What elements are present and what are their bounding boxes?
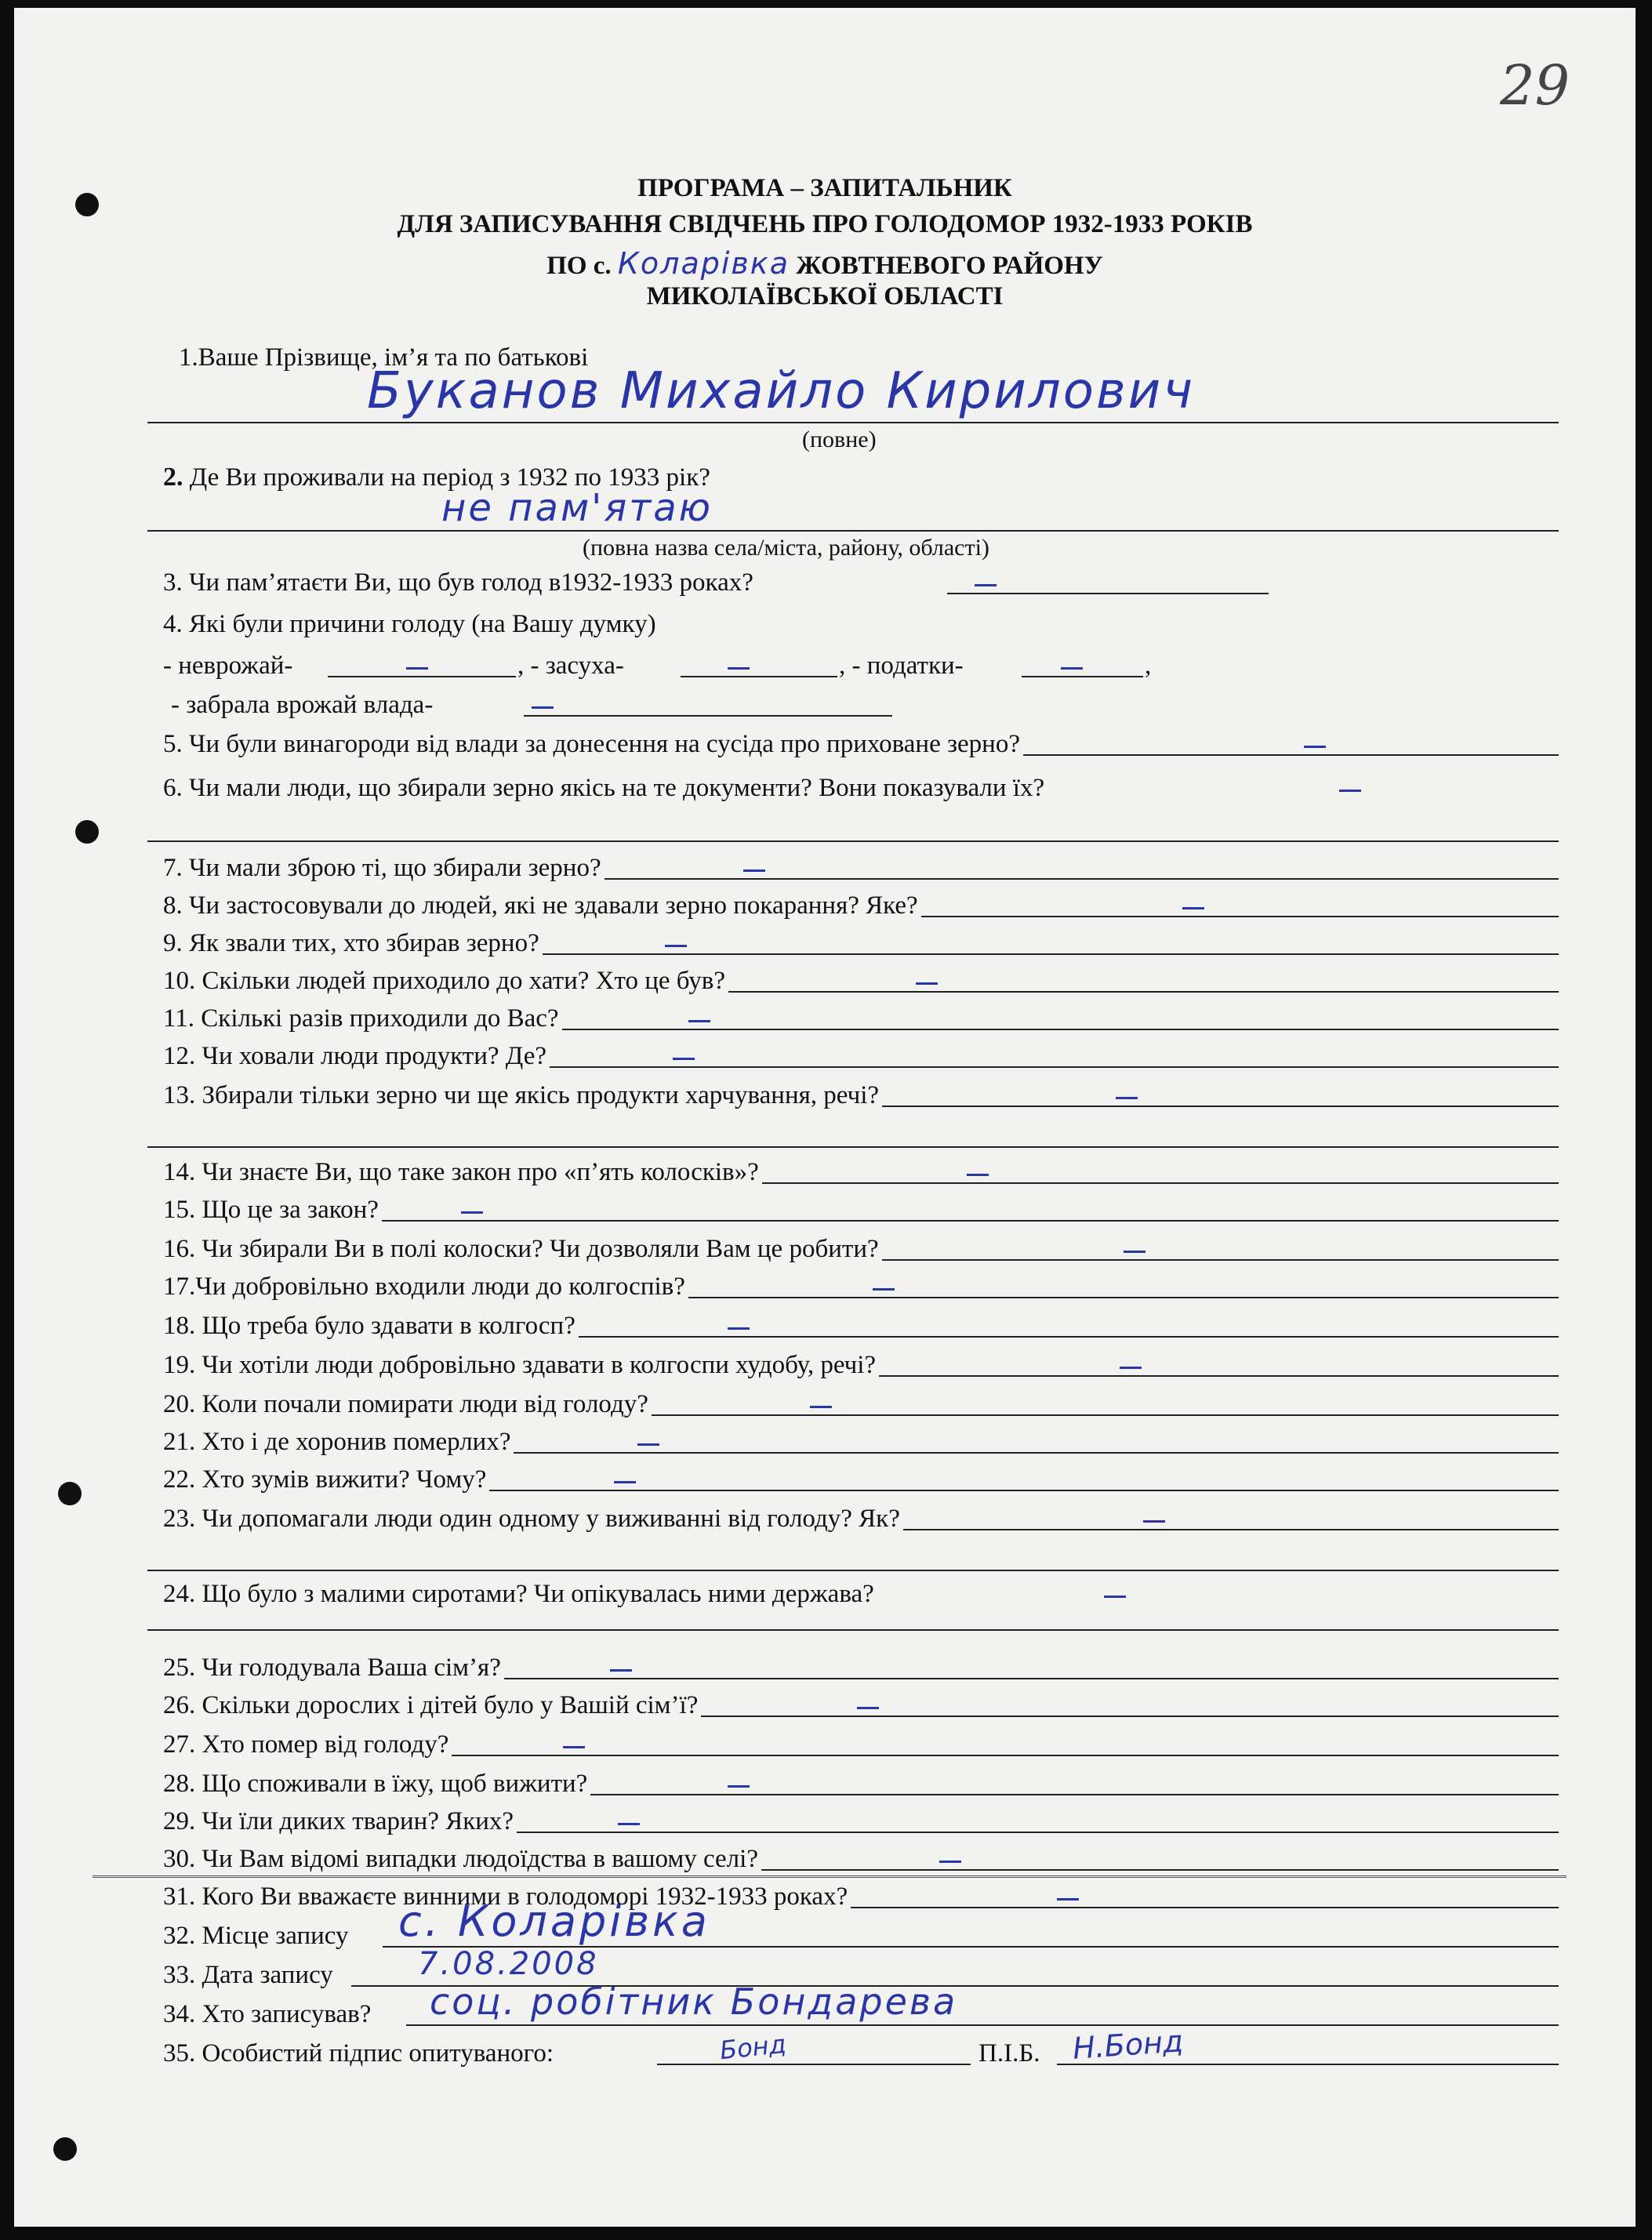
q4-seized-row xyxy=(171,679,892,721)
question-14: 14. Чи знаєте Ви, що таке закон про «п’ять колосків»? xyxy=(163,1146,1559,1189)
q1-caption: (повне) xyxy=(802,427,877,452)
record-place: 32. Місце запису с. Коларівка xyxy=(163,1910,1559,1952)
village-handwritten: Коларівка xyxy=(617,246,790,281)
q2-answer: не пам'ятаю xyxy=(441,486,713,530)
question-17: 17.Чи добровільно входили люди до колгоспів? xyxy=(163,1261,1559,1303)
record-date-value: 7.08.2008 xyxy=(418,1946,599,1982)
question-5: 5. Чи були винагороди від влади за донесення на сусіда про приховане зерно? xyxy=(163,718,1559,761)
question-6: 6. Чи мали люди, що збирали зерно якісь на те документи? Вони показували їх? xyxy=(163,762,1559,804)
q1-answer-line xyxy=(147,422,1559,423)
form-title: ПРОГРАМА – ЗАПИТАЛЬНИК xyxy=(637,174,1012,202)
question-31: 31. Кого Ви вважаєте винними в голодоморі 1932-1933 роках? xyxy=(163,1871,1559,1913)
question-19: 19. Чи хотіли люди добровільно здавати в колгоспи худобу, речі? xyxy=(163,1339,1559,1381)
region-prefix: ПО с. xyxy=(546,252,612,280)
question-25: 25. Чи голодувала Ваша сім’я? xyxy=(163,1642,1559,1684)
q4-causes-row: - неврожай- , - засуха- , - податки- , xyxy=(163,652,1152,680)
question-10: 10. Скільки людей приходило до хати? Хто це був? xyxy=(163,955,1559,997)
question-11: 11. Скількі разів приходили до Вас? xyxy=(163,993,1559,1035)
question-15: 15. Що це за закон? xyxy=(163,1184,1559,1226)
q2-label: 2. Де Ви проживали на період з 1932 по 1933 рік? xyxy=(163,463,710,492)
question-8: 8. Чи застосовували до людей, які не здавали зерно покарання? Яке? xyxy=(163,880,1559,922)
question-26: 26. Скільки дорослих і дітей було у Вашій сім’ї? xyxy=(163,1679,1559,1722)
question-13: 13. Збирали тільки зерно чи ще якісь продукти харчування, речі? xyxy=(163,1069,1559,1112)
question-3 xyxy=(163,557,1269,599)
answer-dash xyxy=(975,584,997,586)
record-date: 33. Дата запису 7.08.2008 xyxy=(163,1949,1559,1991)
record-signature: 35. Особистий підпис опитуваного: Бонд П.І.Б. Н.Бонд xyxy=(163,2028,1559,2070)
punch-hole xyxy=(58,1482,82,1505)
question-27: 27. Хто помер від голоду? xyxy=(163,1719,1559,1761)
question-30: 30. Чи Вам відомі випадки людоїдства в вашому селі? xyxy=(163,1833,1559,1875)
questionnaire-sheet xyxy=(14,8,1636,2227)
q2-answer-line xyxy=(147,530,1559,532)
q1-answer: Буканов Михайло Кирилович xyxy=(367,362,1196,420)
question-9: 9. Як звали тих, хто збирав зерно? xyxy=(163,917,1559,960)
question-20: 20. Коли почали помирати люди від голоду? xyxy=(163,1378,1559,1421)
question-12: 12. Чи ховали люди продукти? Де? xyxy=(163,1030,1559,1073)
q4-crop-failure: - неврожай- xyxy=(163,652,296,681)
q4-seized: - забрала врожай влада- xyxy=(171,691,436,720)
question-16: 16. Чи збирали Ви в полі колоски? Чи дозволяли Вам це робити? xyxy=(163,1223,1559,1265)
form-oblast: МИКОЛАЇВСЬКОЇ ОБЛАСТІ xyxy=(646,282,1004,310)
name-value: Н.Бонд xyxy=(1071,2024,1185,2066)
q4-drought: , - засуха- xyxy=(517,652,624,680)
region-suffix: ЖОВТНЕВОГО РАЙОНУ xyxy=(796,252,1103,280)
form-subtitle: ДЛЯ ЗАПИСУВАННЯ СВІДЧЕНЬ ПРО ГОЛОДОМОР 1932-1933 РОКІВ xyxy=(397,210,1253,238)
question-21: 21. Хто і де хоронив померлих? xyxy=(163,1416,1559,1458)
name-label: П.І.Б. xyxy=(978,2039,1040,2068)
question-23: 23. Чи допомагали люди один одному у виживанні від голоду? Як? xyxy=(163,1493,1559,1535)
page-number: 29 xyxy=(1500,53,1570,118)
punch-hole xyxy=(75,820,99,844)
question-28: 28. Що споживали в їжу, щоб вижити? xyxy=(163,1758,1559,1800)
question-18: 18. Що треба було здавати в колгосп? xyxy=(163,1300,1559,1342)
question-24-line xyxy=(147,1629,1559,1631)
signature-value: Бонд xyxy=(718,2028,788,2066)
q3-label: 3. Чи пам’ятаєти Ви, що був голод в1932-1933 роках? xyxy=(163,568,757,597)
punch-hole xyxy=(53,2137,77,2161)
record-place-value: с. Коларівка xyxy=(398,1897,710,1946)
q2-caption: (повна назва села/міста, району, області) xyxy=(583,535,989,561)
q4-taxes: , - податки- xyxy=(839,652,964,680)
q1-label: 1.Ваше Прізвище, ім’я та по батькові xyxy=(179,343,589,372)
record-recorder-value: соц. робітник Бондарева xyxy=(430,1980,958,2023)
question-22: 22. Хто зумів вижити? Чому? xyxy=(163,1454,1559,1496)
question-24: 24. Що було з малими сиротами? Чи опікувалась ними держава? xyxy=(163,1568,1559,1610)
record-recorder: 34. Хто записував? соц. робітник Бондарева xyxy=(163,1988,1559,2031)
question-7: 7. Чи мали зброю ті, що збирали зерно? xyxy=(163,842,1559,884)
question-29: 29. Чи їли диких тварин? Яких? xyxy=(163,1795,1559,1838)
q4-label: 4. Які були причини голоду (на Вашу думку) xyxy=(163,610,656,638)
form-region xyxy=(14,246,1636,281)
